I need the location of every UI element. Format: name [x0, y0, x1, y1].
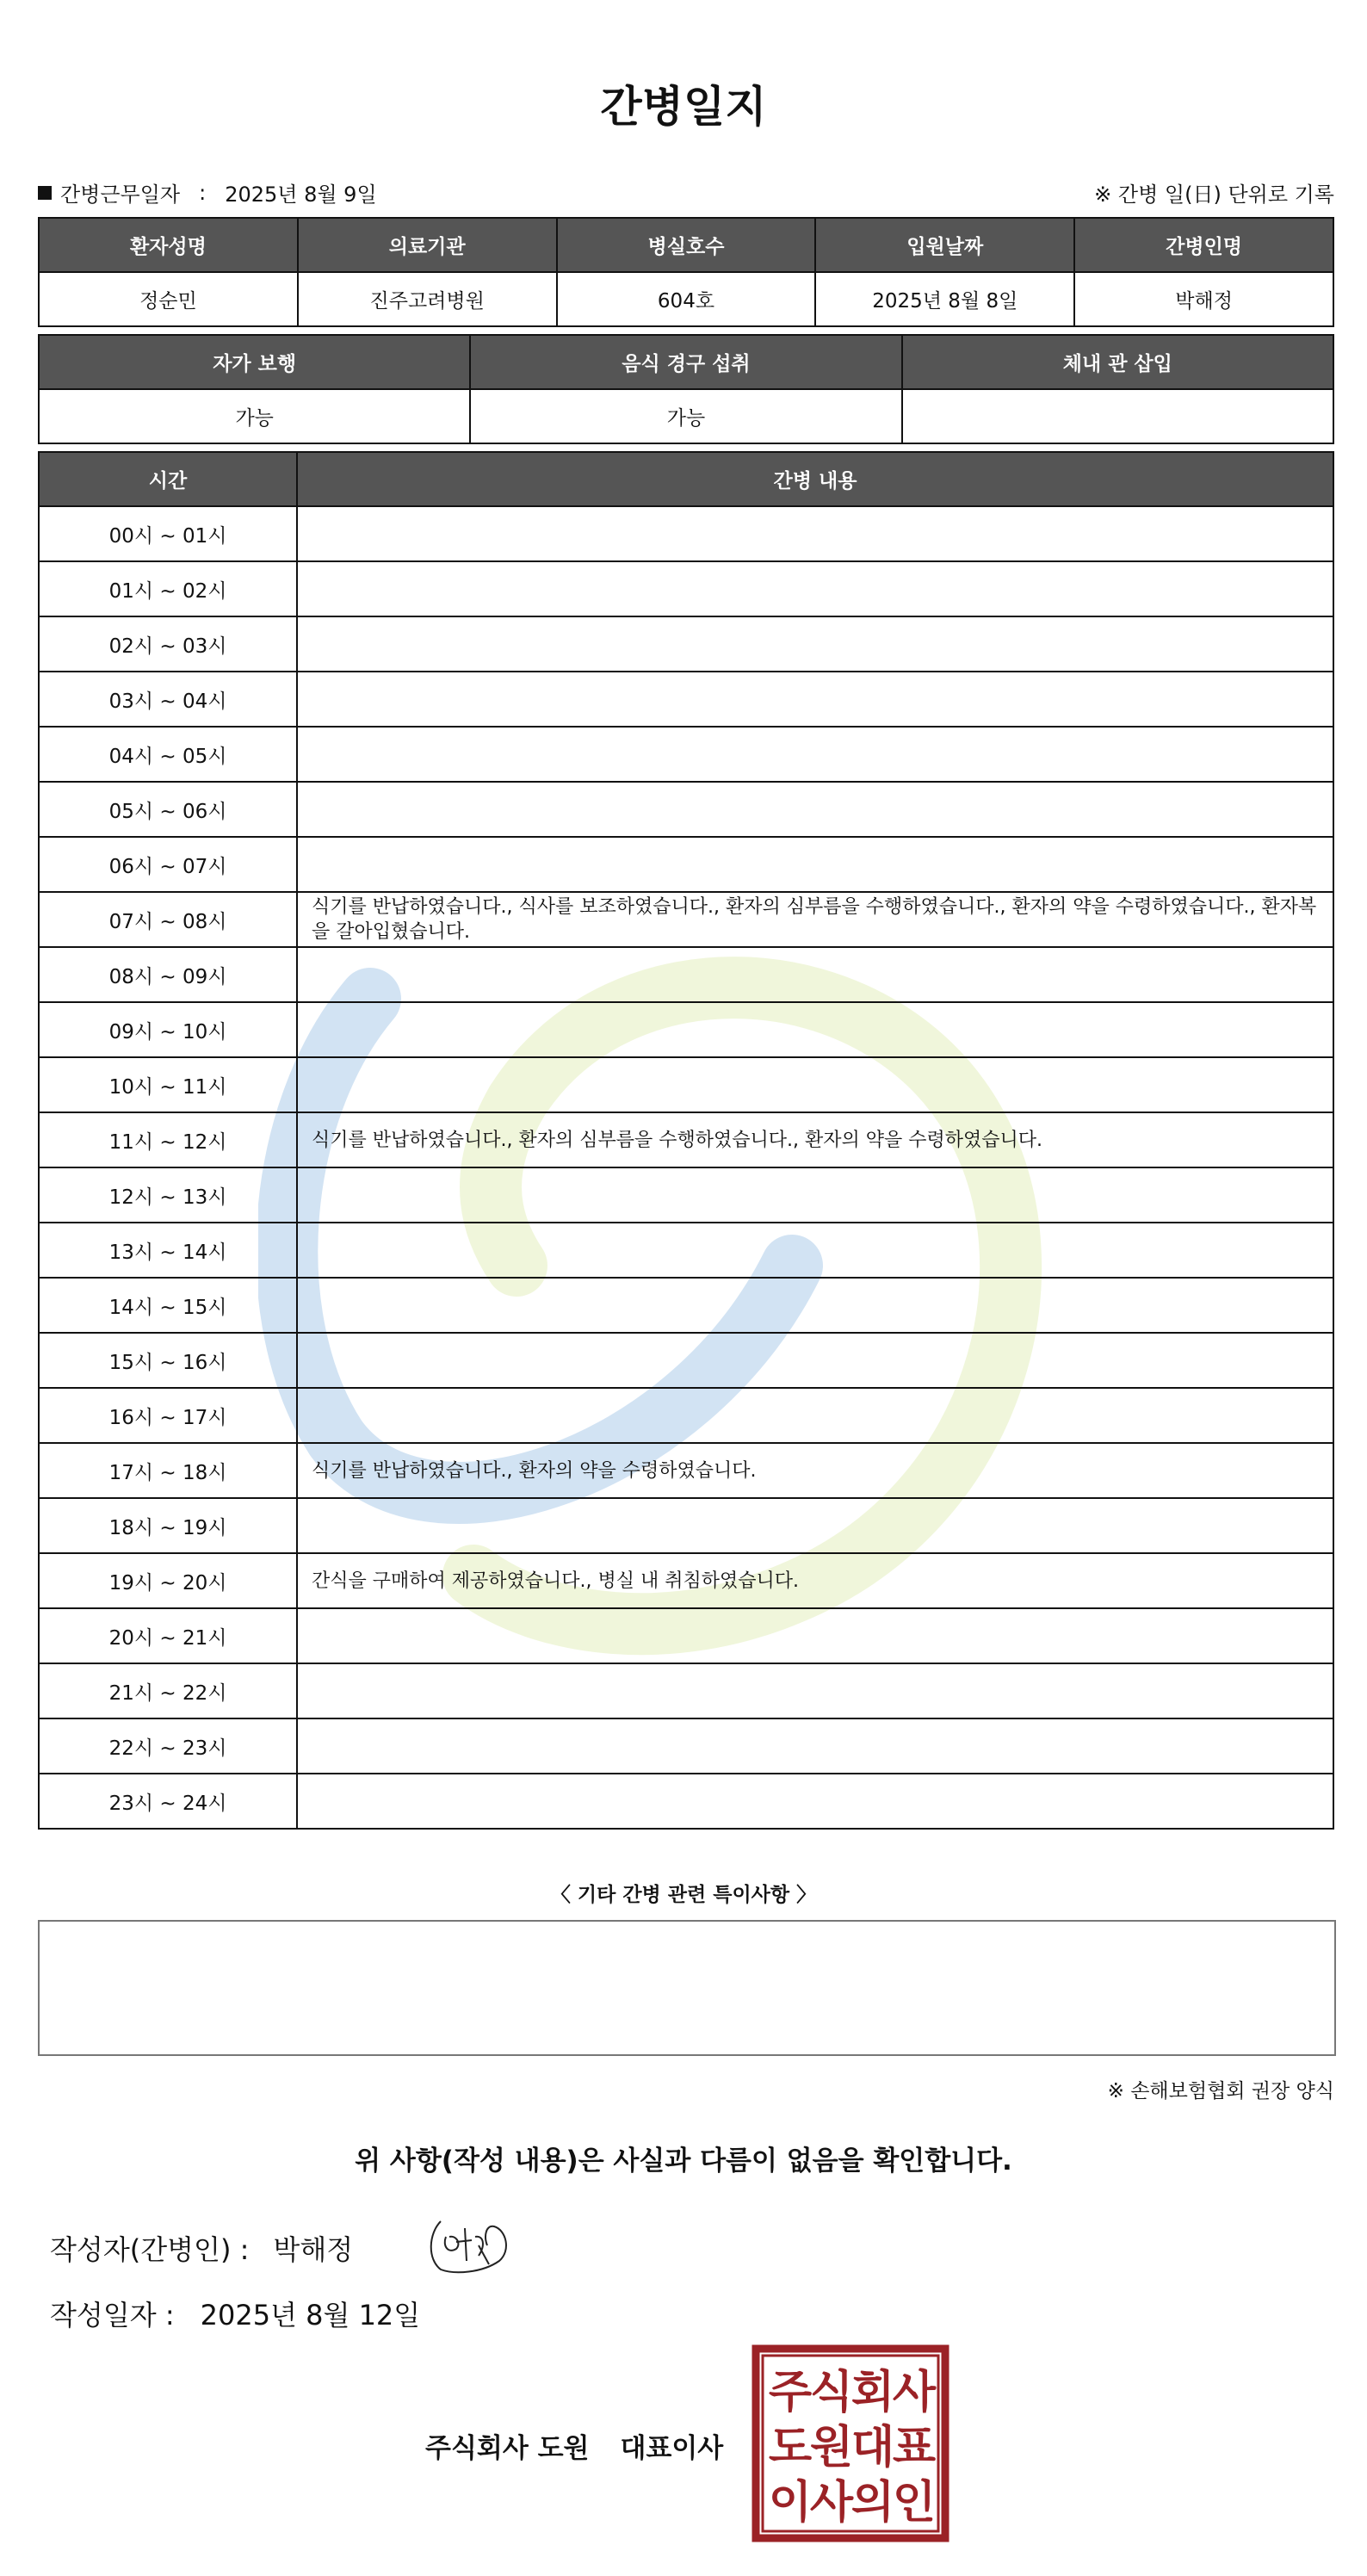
- duty-date-label: 간병근무일자: [60, 183, 181, 207]
- representative-title: 대표이사: [620, 2433, 724, 2464]
- care-content: [297, 837, 1333, 892]
- time-slot: 18시 ~ 19시: [39, 1498, 297, 1553]
- time-slot: 15시 ~ 16시: [39, 1333, 297, 1388]
- time-slot: 04시 ~ 05시: [39, 727, 297, 782]
- admission-date: 2025년 8월 8일: [815, 272, 1074, 326]
- seal-character: 주: [768, 2367, 813, 2418]
- seal-character: 원: [809, 2422, 854, 2474]
- header-patient-name: 환자성명: [39, 218, 298, 272]
- care-content: [297, 672, 1333, 727]
- table-row: [39, 1223, 1333, 1278]
- care-content: [297, 1167, 1333, 1223]
- table-row: [39, 727, 1333, 782]
- table-row: [39, 616, 1333, 672]
- care-content: [297, 1663, 1333, 1718]
- header-self-walking: 자가 보행: [39, 335, 470, 389]
- care-content: [297, 1774, 1333, 1829]
- writer-row: [50, 2228, 353, 2268]
- header-care-content: 간병 내용: [297, 452, 1333, 506]
- room-number: 604호: [557, 272, 816, 326]
- seal-character: 의: [851, 2477, 895, 2529]
- time-slot: 21시 ~ 22시: [39, 1663, 297, 1718]
- care-log-body: [39, 506, 1333, 1829]
- time-slot: 01시 ~ 02시: [39, 561, 297, 616]
- table-row: [39, 561, 1333, 616]
- patient-info-header-row: [39, 218, 1333, 272]
- duty-date-row: [38, 177, 377, 207]
- time-slot: 09시 ~ 10시: [39, 1002, 297, 1057]
- seal-character: 도: [768, 2422, 813, 2474]
- care-log-table: [38, 451, 1334, 1830]
- table-row: [39, 1718, 1333, 1774]
- header-room-number: 병실호수: [557, 218, 816, 272]
- table-row: [39, 1774, 1333, 1829]
- table-row: [39, 672, 1333, 727]
- table-row: [39, 1112, 1333, 1167]
- company-seal-stamp: [751, 2344, 950, 2543]
- patient-info-value-row: [39, 272, 1333, 326]
- care-content: [297, 947, 1333, 1002]
- table-row: [39, 1278, 1333, 1333]
- table-row: [39, 1608, 1333, 1663]
- table-row: [39, 506, 1333, 561]
- patient-info-table: [38, 217, 1334, 327]
- care-content: [297, 1057, 1333, 1112]
- care-content: [297, 1278, 1333, 1333]
- table-row: [39, 1057, 1333, 1112]
- table-row: [39, 1388, 1333, 1443]
- time-slot: 08시 ~ 09시: [39, 947, 297, 1002]
- time-slot: 22시 ~ 23시: [39, 1718, 297, 1774]
- patient-status-table: [38, 334, 1334, 444]
- table-row: [39, 1167, 1333, 1223]
- seal-character: 대: [851, 2422, 895, 2474]
- confirmation-statement: 위 사항(작성 내용)은 사실과 다름이 없음을 확인합니다.: [355, 2146, 1012, 2177]
- writer-name: 박해정: [273, 2233, 354, 2266]
- care-content: [297, 616, 1333, 672]
- seal-character: 사: [892, 2367, 937, 2418]
- table-row: [39, 1002, 1333, 1057]
- header-admission-date: 입원날짜: [815, 218, 1074, 272]
- care-content: 식기를 반납하였습니다., 환자의 약을 수령하였습니다.: [297, 1443, 1333, 1498]
- notes-title: 〈 기타 간병 관련 특이사항 〉: [550, 1884, 817, 1906]
- care-content: [297, 1333, 1333, 1388]
- tube-insertion-value: [902, 389, 1333, 443]
- care-content: 식기를 반납하였습니다., 식사를 보조하였습니다., 환자의 심부름을 수행하였습니다., 환자의 약을 수령하였습니다., 환자복을 갈아입혔습니다.: [297, 892, 1333, 947]
- table-row: [39, 837, 1333, 892]
- time-slot: 07시 ~ 08시: [39, 892, 297, 947]
- table-row: [39, 1333, 1333, 1388]
- care-content: [297, 1002, 1333, 1057]
- time-slot: 00시 ~ 01시: [39, 506, 297, 561]
- table-row: [39, 1553, 1333, 1608]
- seal-character: 이: [768, 2477, 813, 2529]
- handwritten-signature: [422, 2211, 516, 2280]
- written-date-value: 2025년 8월 12일: [200, 2299, 421, 2331]
- duty-date-value: 2025년 8월 9일: [225, 183, 377, 207]
- time-slot: 14시 ~ 15시: [39, 1278, 297, 1333]
- company-name: 주식회사 도원: [425, 2433, 590, 2464]
- form-source-note: ※ 손해보험협회 권장 양식: [1107, 2080, 1334, 2102]
- care-content: [297, 1608, 1333, 1663]
- writer-label: 작성자(간병인) :: [50, 2233, 250, 2266]
- time-slot: 03시 ~ 04시: [39, 672, 297, 727]
- care-content: [297, 506, 1333, 561]
- company-row: [425, 2426, 723, 2465]
- duty-date-separator: :: [199, 180, 207, 205]
- time-slot: 06시 ~ 07시: [39, 837, 297, 892]
- hospital-name: 진주고려병원: [298, 272, 557, 326]
- patient-status-header-row: [39, 335, 1333, 389]
- table-row: [39, 947, 1333, 1002]
- written-date-row: [50, 2294, 420, 2333]
- header-hospital: 의료기관: [298, 218, 557, 272]
- seal-character: 표: [892, 2422, 937, 2474]
- square-bullet-icon: [38, 186, 52, 200]
- oral-intake-value: 가능: [470, 389, 901, 443]
- header-tube-insertion: 체내 관 삽입: [902, 335, 1333, 389]
- seal-character: 인: [892, 2477, 937, 2529]
- seal-character: 사: [809, 2477, 854, 2529]
- time-slot: 11시 ~ 12시: [39, 1112, 297, 1167]
- caregiver-name: 박해정: [1074, 272, 1333, 326]
- table-row: [39, 1443, 1333, 1498]
- header-oral-intake: 음식 경구 섭취: [470, 335, 901, 389]
- patient-name: 정순민: [39, 272, 298, 326]
- time-slot: 05시 ~ 06시: [39, 782, 297, 837]
- care-content: 식기를 반납하였습니다., 환자의 심부름을 수행하였습니다., 환자의 약을 수령하였습니다.: [297, 1112, 1333, 1167]
- table-row: [39, 892, 1333, 947]
- care-content: [297, 782, 1333, 837]
- document-title: 간병일지: [600, 82, 767, 132]
- time-slot: 02시 ~ 03시: [39, 616, 297, 672]
- care-log-header-row: [39, 452, 1333, 506]
- patient-status-value-row: [39, 389, 1333, 443]
- time-slot: 19시 ~ 20시: [39, 1553, 297, 1608]
- seal-character: 식: [809, 2367, 854, 2418]
- record-unit-note: ※ 간병 일(日) 단위로 기록: [1094, 183, 1334, 207]
- care-content: [297, 1223, 1333, 1278]
- time-slot: 10시 ~ 11시: [39, 1057, 297, 1112]
- table-row: [39, 782, 1333, 837]
- care-content: [297, 561, 1333, 616]
- header-time: 시간: [39, 452, 297, 506]
- time-slot: 20시 ~ 21시: [39, 1608, 297, 1663]
- care-content: [297, 1388, 1333, 1443]
- care-content: [297, 1498, 1333, 1553]
- care-content: [297, 1718, 1333, 1774]
- time-slot: 17시 ~ 18시: [39, 1443, 297, 1498]
- time-slot: 12시 ~ 13시: [39, 1167, 297, 1223]
- table-row: [39, 1663, 1333, 1718]
- time-slot: 16시 ~ 17시: [39, 1388, 297, 1443]
- seal-character: 회: [851, 2367, 895, 2418]
- time-slot: 23시 ~ 24시: [39, 1774, 297, 1829]
- table-row: [39, 1498, 1333, 1553]
- written-date-label: 작성일자 :: [50, 2299, 175, 2331]
- care-content: [297, 727, 1333, 782]
- notes-box: [38, 1920, 1336, 2056]
- care-content: 간식을 구매하여 제공하였습니다., 병실 내 취침하였습니다.: [297, 1553, 1333, 1608]
- self-walking-value: 가능: [39, 389, 470, 443]
- header-caregiver-name: 간병인명: [1074, 218, 1333, 272]
- time-slot: 13시 ~ 14시: [39, 1223, 297, 1278]
